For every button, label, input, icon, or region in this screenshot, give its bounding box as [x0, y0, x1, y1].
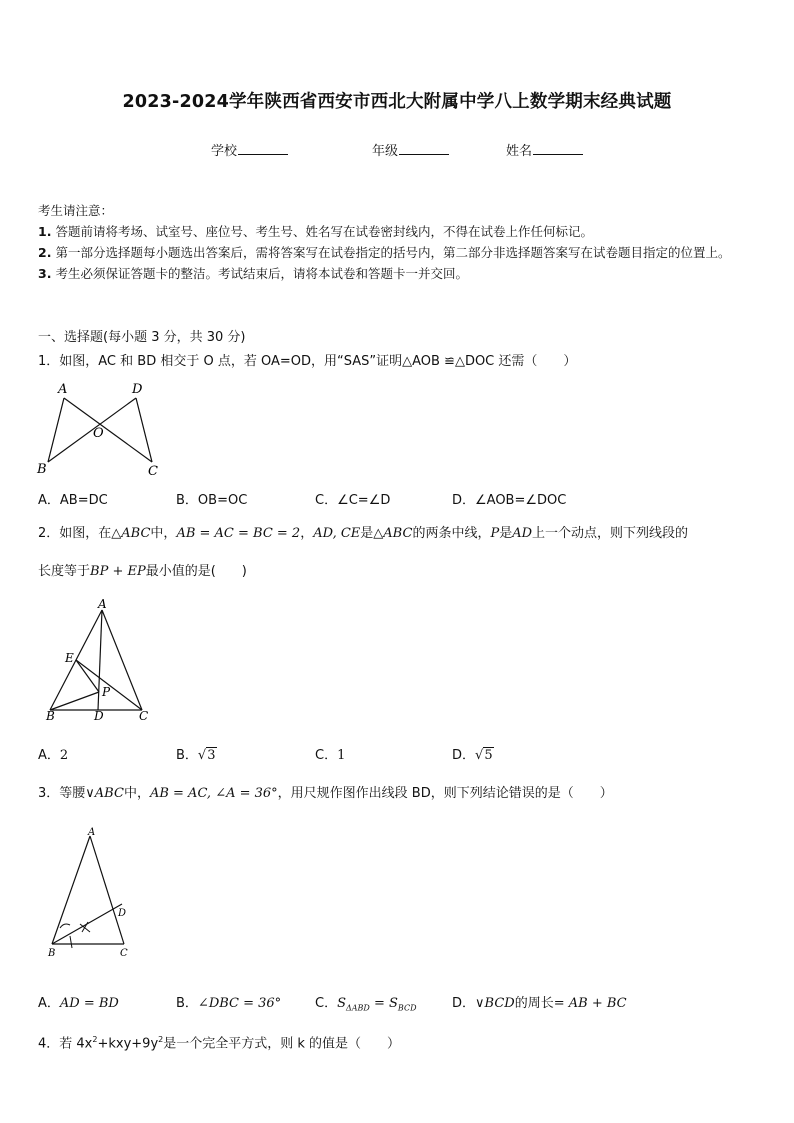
notice-text: 考生必须保证答题卡的整洁。考试结束后，请将本试卷和答题卡一并交回。	[55, 266, 468, 281]
option-value: ∠DBC = 36°	[197, 996, 282, 1011]
text: 是	[360, 526, 374, 541]
option-value: 3	[207, 748, 216, 763]
q3-option-a[interactable]	[38, 992, 119, 1011]
math-triangle: △ABC	[373, 526, 413, 541]
notice-num: 1.	[38, 224, 52, 239]
math-condition: AB = AC, ∠A = 36°	[149, 786, 278, 801]
math-expression: BP + EP	[90, 564, 146, 579]
math-medians: AD, CE	[313, 526, 361, 541]
text: 4．若 4x	[38, 1036, 93, 1052]
option-prefix: A．	[38, 748, 60, 763]
text: 中，	[150, 526, 177, 541]
school-field	[211, 140, 288, 159]
math-point: P	[490, 526, 500, 541]
arc-mark	[70, 936, 72, 948]
q1-option-b[interactable]: B．OB=OC	[176, 493, 248, 508]
cross-mark	[82, 922, 88, 932]
label-d: D	[118, 908, 127, 919]
option-value: 2	[59, 748, 69, 763]
option-value: = S	[369, 996, 398, 1011]
page-title: 2023-2024学年陕西省西安市西北大附属中学八上数学期末经典试题	[122, 92, 672, 112]
q2-option-d[interactable]	[452, 744, 494, 763]
option-expression: = AB + BC	[553, 996, 627, 1011]
text: 是	[499, 526, 513, 541]
school-blank[interactable]	[238, 142, 288, 155]
name-label: 姓名	[506, 144, 533, 159]
option-prefix: C．	[315, 996, 338, 1011]
grade-label: 年级	[372, 144, 399, 159]
text: 长度等于	[38, 564, 91, 579]
segment-ac	[90, 836, 127, 944]
q1-option-d[interactable]: D．∠AOB=∠DOC	[452, 493, 567, 508]
option-prefix: D．	[452, 996, 476, 1011]
name-blank[interactable]	[533, 142, 583, 155]
question-1-figure	[34, 380, 164, 478]
question-3-figure	[40, 826, 140, 966]
notice-block	[38, 200, 762, 284]
sqrt-icon: √	[197, 748, 207, 763]
text: 中，	[123, 786, 150, 801]
question-4-stem	[38, 1030, 762, 1054]
option-value: 5	[484, 748, 493, 763]
subscript: BCD	[397, 1003, 417, 1013]
notice-item-1	[38, 221, 762, 242]
option-prefix: B．	[176, 748, 198, 763]
notice-item-3	[38, 263, 762, 284]
option-prefix: B．	[176, 996, 198, 1011]
notice-num: 2.	[38, 245, 52, 260]
question-2-line-1	[38, 524, 762, 544]
label-e: E	[65, 651, 74, 665]
label-a: A	[58, 382, 68, 397]
q3-option-c[interactable]	[315, 992, 416, 1013]
grade-blank[interactable]	[399, 142, 449, 155]
superscript: 2	[92, 1035, 98, 1044]
notice-text: 第一部分选择题每小题选出答案后，需将答案写在试卷指定的括号内，第二部分非选择题答案写在试卷题目指定的位置上。	[55, 245, 731, 260]
q2-option-c[interactable]	[315, 744, 345, 763]
name-field	[506, 140, 583, 159]
superscript: 2	[158, 1035, 164, 1044]
label-b: B	[37, 462, 47, 477]
math-triangle: △ABC	[111, 526, 151, 541]
option-value: AD = BD	[59, 996, 119, 1011]
notice-item-2	[38, 242, 762, 263]
label-d: D	[94, 709, 104, 723]
section-heading: 一、选择题(每小题 3 分，共 30 分)	[38, 330, 246, 345]
label-c: C	[139, 709, 149, 723]
q2-option-a[interactable]	[38, 744, 68, 763]
text: +kxy+9y	[97, 1036, 159, 1052]
q3-option-b[interactable]	[176, 992, 281, 1011]
text: 是一个完全平方式，则 k 的值是（ ）	[163, 1036, 401, 1052]
label-d: D	[132, 382, 143, 397]
label-a: A	[98, 597, 107, 611]
label-c: C	[148, 464, 158, 478]
sqrt-icon: √	[475, 748, 484, 763]
q1-option-c[interactable]: C．∠C=∠D	[315, 493, 391, 508]
school-label: 学校	[211, 144, 238, 159]
text: ，用尺规作图作出线段 BD，则下列结论错误的是（ ）	[277, 786, 613, 801]
notice-text: 答题前请将考场、试室号、座位号、考生号、姓名写在试卷密封线内，不得在试卷上作任何标记。	[55, 224, 593, 239]
label-c: C	[120, 948, 128, 959]
notice-num: 3.	[38, 266, 52, 281]
text: 2．如图，在	[38, 526, 112, 541]
option-text: 的周长	[514, 996, 554, 1011]
text: 3．等腰	[38, 786, 86, 801]
label-a: A	[88, 827, 96, 838]
q2-option-b[interactable]	[176, 744, 217, 763]
text: 的两条中线，	[412, 526, 491, 541]
option-value: 1	[337, 748, 346, 763]
subscript: ΔABD	[345, 1003, 370, 1013]
label-o: O	[93, 426, 104, 441]
arc-mark	[60, 924, 70, 928]
q1-option-a[interactable]: A．AB=DC	[38, 493, 108, 508]
option-value: ∨BCD	[475, 996, 515, 1011]
text: 最小值的是( )	[145, 564, 247, 579]
segment-ep	[76, 660, 99, 692]
question-2-line-2	[38, 562, 762, 582]
math-segment: AD	[512, 526, 533, 541]
question-2-figure	[36, 596, 166, 726]
option-prefix: D．	[452, 748, 476, 763]
option-prefix: A．	[38, 996, 60, 1011]
question-3-stem	[38, 784, 762, 804]
text: ，	[300, 526, 314, 541]
label-b: B	[46, 709, 55, 723]
label-p: P	[102, 685, 111, 699]
math-equation: AB = AC = BC = 2	[176, 526, 301, 541]
q3-option-d[interactable]	[452, 992, 627, 1011]
option-value: S	[337, 996, 346, 1011]
text: 上一个动点，则下列线段的	[532, 526, 689, 541]
question-1-stem: 1．如图，AC 和 BD 相交于 O 点，若 OA=OD，用“SAS”证明△AOB ≌△DOC 还需（ ）	[38, 354, 577, 369]
notice-heading: 考生请注意：	[38, 203, 114, 218]
math-triangle: ∨ABC	[85, 786, 124, 801]
label-b: B	[48, 948, 56, 959]
grade-field	[372, 140, 449, 159]
option-prefix: C．	[315, 748, 338, 763]
